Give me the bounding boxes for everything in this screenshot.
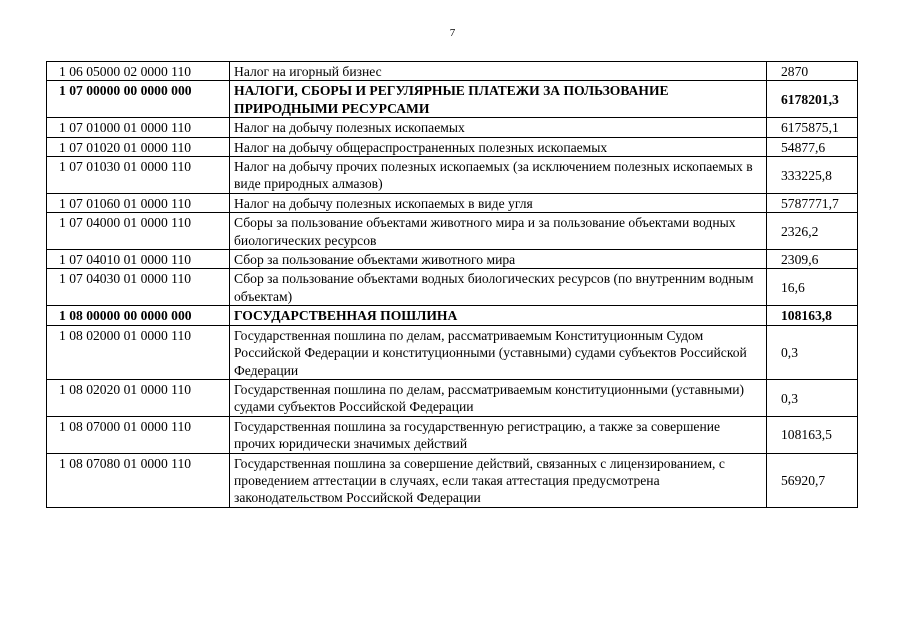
budget-code-cell: 1 08 07000 01 0000 110 xyxy=(47,416,230,453)
revenue-name-cell: НАЛОГИ, СБОРЫ И РЕГУЛЯРНЫЕ ПЛАТЕЖИ ЗА ПОЛЬЗОВАНИЕ ПРИРОДНЫМИ РЕСУРСАМИ xyxy=(230,81,767,118)
revenue-name-cell: Государственная пошлина по делам, рассматриваемым Конституционным Судом Российской Федерации и конституционными (уставными) судами субъектов Российской Федерации xyxy=(230,325,767,379)
table-row xyxy=(47,269,858,306)
table-row xyxy=(47,250,858,269)
table-row xyxy=(47,62,858,81)
table-row xyxy=(47,157,858,194)
revenue-name-cell: Сбор за пользование объектами водных биологических ресурсов (по внутренним водным объектам) xyxy=(230,269,767,306)
revenue-name-cell: Налог на добычу прочих полезных ископаемых (за исключением полезных ископаемых в виде природных алмазов) xyxy=(230,157,767,194)
revenue-table-body xyxy=(47,62,858,508)
amount-cell: 0,3 xyxy=(767,325,858,379)
revenue-table xyxy=(46,61,858,508)
table-row xyxy=(47,213,858,250)
amount-cell: 108163,5 xyxy=(767,416,858,453)
amount-cell: 2870 xyxy=(767,62,858,81)
amount-cell: 54877,6 xyxy=(767,137,858,156)
page-number: 7 xyxy=(449,27,456,39)
revenue-name-cell: Налог на добычу общераспространенных полезных ископаемых xyxy=(230,137,767,156)
amount-cell: 16,6 xyxy=(767,269,858,306)
amount-cell: 2326,2 xyxy=(767,213,858,250)
table-row xyxy=(47,306,858,325)
revenue-name-cell: Налог на игорный бизнес xyxy=(230,62,767,81)
table-row xyxy=(47,118,858,137)
table-row xyxy=(47,81,858,118)
revenue-name-cell: Налог на добычу полезных ископаемых в виде угля xyxy=(230,193,767,212)
amount-cell: 56920,7 xyxy=(767,453,858,507)
revenue-name-cell: ГОСУДАРСТВЕННАЯ ПОШЛИНА xyxy=(230,306,767,325)
budget-code-cell: 1 08 07080 01 0000 110 xyxy=(47,453,230,507)
budget-code-cell: 1 07 01020 01 0000 110 xyxy=(47,137,230,156)
revenue-name-cell: Государственная пошлина за государственную регистрацию, а также за совершение прочих юридически значимых действий xyxy=(230,416,767,453)
budget-code-cell: 1 07 04030 01 0000 110 xyxy=(47,269,230,306)
table-row xyxy=(47,137,858,156)
budget-code-cell: 1 08 02000 01 0000 110 xyxy=(47,325,230,379)
amount-cell: 0,3 xyxy=(767,379,858,416)
table-row xyxy=(47,193,858,212)
budget-code-cell: 1 08 00000 00 0000 000 xyxy=(47,306,230,325)
table-row xyxy=(47,453,858,507)
budget-code-cell: 1 07 04010 01 0000 110 xyxy=(47,250,230,269)
amount-cell: 5787771,7 xyxy=(767,193,858,212)
budget-code-cell: 1 06 05000 02 0000 110 xyxy=(47,62,230,81)
amount-cell: 6178201,3 xyxy=(767,81,858,118)
revenue-name-cell: Сборы за пользование объектами животного мира и за пользование объектами водных биологических ресурсов xyxy=(230,213,767,250)
table-row xyxy=(47,416,858,453)
table-row xyxy=(47,379,858,416)
amount-cell: 108163,8 xyxy=(767,306,858,325)
revenue-name-cell: Государственная пошлина за совершение действий, связанных с лицензированием, с проведением аттестации в случаях, если такая аттестация предусмотрена законодательством Российской Федерации xyxy=(230,453,767,507)
amount-cell: 333225,8 xyxy=(767,157,858,194)
revenue-name-cell: Сбор за пользование объектами животного мира xyxy=(230,250,767,269)
revenue-name-cell: Налог на добычу полезных ископаемых xyxy=(230,118,767,137)
amount-cell: 2309,6 xyxy=(767,250,858,269)
budget-code-cell: 1 07 01060 01 0000 110 xyxy=(47,193,230,212)
budget-code-cell: 1 08 02020 01 0000 110 xyxy=(47,379,230,416)
budget-code-cell: 1 07 01000 01 0000 110 xyxy=(47,118,230,137)
budget-code-cell: 1 07 01030 01 0000 110 xyxy=(47,157,230,194)
revenue-name-cell: Государственная пошлина по делам, рассматриваемым конституционными (уставными) судами субъектов Российской Федерации xyxy=(230,379,767,416)
budget-code-cell: 1 07 04000 01 0000 110 xyxy=(47,213,230,250)
budget-code-cell: 1 07 00000 00 0000 000 xyxy=(47,81,230,118)
table-row xyxy=(47,325,858,379)
amount-cell: 6175875,1 xyxy=(767,118,858,137)
